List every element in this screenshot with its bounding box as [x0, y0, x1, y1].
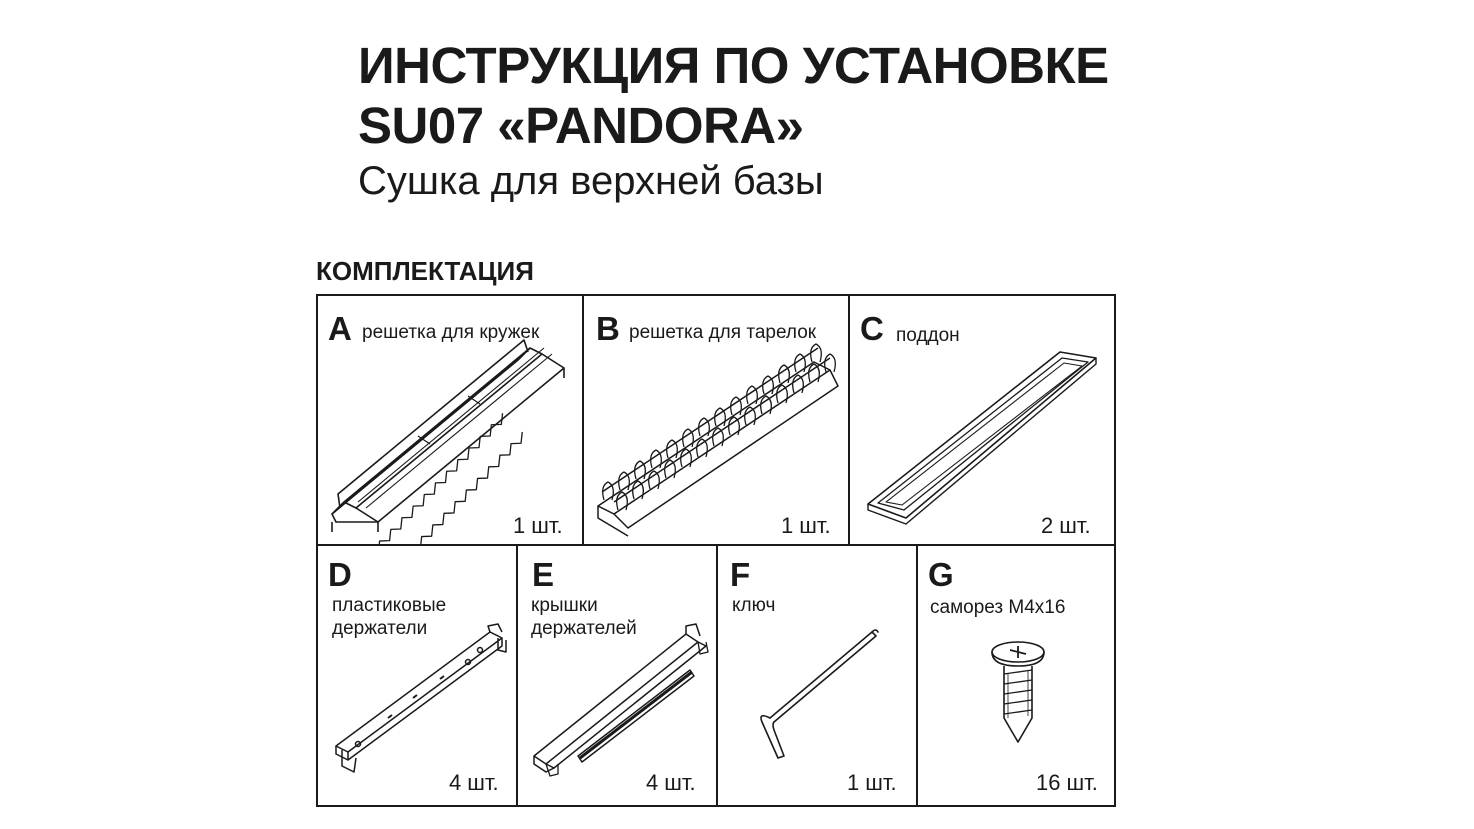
quantity-unit: шт.: [664, 770, 696, 795]
part-name-line-1: пластиковые: [332, 595, 447, 616]
part-name: ключ: [732, 595, 776, 616]
part-cell-a: [318, 296, 584, 546]
part-letter: D: [328, 556, 352, 593]
part-quantity: [781, 514, 831, 538]
part-cell-f: [718, 546, 918, 805]
document-title: [358, 36, 1109, 156]
part-cell-b: [584, 296, 850, 546]
part-cell-e: [518, 546, 718, 805]
part-cell-c: [850, 296, 1116, 546]
part-name: саморез М4х16: [930, 597, 1066, 618]
part-letter: E: [532, 556, 555, 593]
section-title: КОМПЛЕКТАЦИЯ: [316, 256, 534, 286]
screw-icon: [918, 546, 1114, 805]
part-letter: C: [860, 310, 884, 347]
part-name: решетка для кружек: [362, 322, 540, 343]
quantity-value: 2: [1041, 513, 1054, 538]
part-cell-g: [918, 546, 1114, 805]
hex-key-icon: [718, 546, 918, 805]
quantity-value: 4: [646, 770, 659, 795]
part-name: поддон: [896, 325, 960, 346]
parts-table: [316, 294, 1116, 807]
quantity-value: 1: [847, 770, 860, 795]
part-quantity: [1036, 771, 1098, 795]
part-quantity: [449, 771, 499, 795]
part-quantity: [513, 514, 563, 538]
quantity-unit: шт.: [1066, 770, 1098, 795]
part-cell-d: [318, 546, 518, 805]
holder-cap-icon: [518, 546, 718, 805]
quantity-unit: шт.: [531, 513, 563, 538]
title-line-2: SU07 «PANDORA»: [358, 97, 804, 154]
quantity-unit: шт.: [467, 770, 499, 795]
part-letter: G: [928, 556, 954, 593]
cup-rack-icon: [318, 296, 584, 546]
part-quantity: [1041, 514, 1091, 538]
quantity-unit: шт.: [865, 770, 897, 795]
quantity-value: 1: [513, 513, 526, 538]
plastic-holder-icon: [318, 546, 518, 805]
part-name-line-2: держатели: [332, 618, 428, 639]
quantity-unit: шт.: [799, 513, 831, 538]
title-line-1: ИНСТРУКЦИЯ ПО УСТАНОВКЕ: [358, 37, 1109, 94]
quantity-value: 16: [1036, 770, 1061, 795]
document-subtitle: Сушка для верхней базы: [358, 159, 824, 203]
part-name: решетка для тарелок: [629, 322, 817, 343]
part-name-line-1: крышки: [531, 595, 598, 616]
part-letter: F: [730, 556, 751, 593]
quantity-value: 1: [781, 513, 794, 538]
part-letter: B: [596, 310, 620, 347]
plate-rack-icon: [584, 296, 850, 546]
quantity-value: 4: [449, 770, 462, 795]
part-letter: A: [328, 310, 352, 347]
part-quantity: [847, 771, 897, 795]
part-quantity: [646, 771, 696, 795]
quantity-unit: шт.: [1059, 513, 1091, 538]
part-name-line-2: держателей: [531, 618, 637, 639]
drip-tray-icon: [850, 296, 1116, 546]
